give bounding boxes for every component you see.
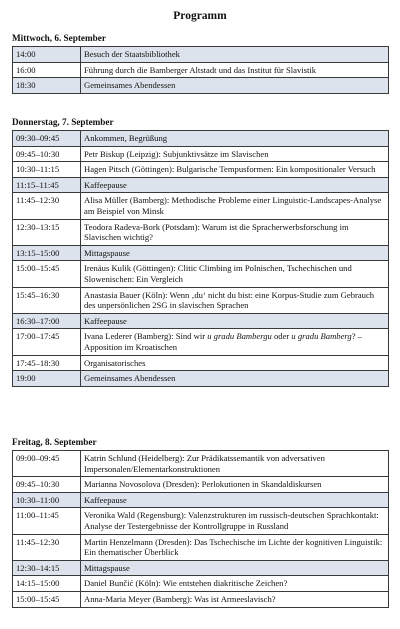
event-cell: Katrin Schlund (Heidelberg): Zur Prädikatssemantik von adversativen Impersonalen/Elementarkonstruktionen bbox=[81, 451, 389, 477]
event-text: Ivana Lederer (Bamberg): Sind wir bbox=[84, 331, 208, 342]
event-cell: Veronika Wald (Regensburg): Valenzstrukturen im russisch-deutschen Sprachkontakt: Analyse der Testergebnisse der Kontrollgruppe in Russland bbox=[81, 508, 389, 534]
day-heading-thursday: Donnerstag, 7. September bbox=[12, 117, 114, 127]
schedule-row bbox=[13, 371, 389, 387]
event-text: oder bbox=[271, 331, 292, 342]
time-cell: 12:30–13:15 bbox=[13, 219, 81, 245]
schedule-row bbox=[13, 451, 389, 477]
time-cell: 10:30–11:00 bbox=[13, 492, 81, 508]
event-cell: Anastasia Bauer (Köln): Wenn ‚du‘ nicht du bist: eine Korpus-Studie zum Gebrauch des unpersönlichen 2SG in slavischen Sprachen bbox=[81, 287, 389, 313]
schedule-row bbox=[13, 62, 389, 78]
schedule-row bbox=[13, 78, 389, 94]
day-heading-friday: Freitag, 8. September bbox=[12, 437, 97, 447]
schedule-row bbox=[13, 477, 389, 493]
event-cell: Alisa Müller (Bamberg): Methodische Probleme einer Linguistic-Landscapes-Analyse am Beispiel von Minsk bbox=[81, 193, 389, 219]
time-cell: 09:30–09:45 bbox=[13, 131, 81, 147]
schedule-row bbox=[13, 313, 389, 329]
time-cell: 17:00–17:45 bbox=[13, 329, 81, 355]
schedule-row bbox=[13, 47, 389, 63]
time-cell: 09:45–10:30 bbox=[13, 477, 81, 493]
schedule-row bbox=[13, 287, 389, 313]
event-cell: Irenäus Kulik (Göttingen): Clitic Climbing im Polnischen, Tschechischen und Slowenischen: Ein Vergleich bbox=[81, 261, 389, 287]
event-cell: Mittagspause bbox=[81, 560, 389, 576]
event-cell: Daniel Bunčić (Köln): Wie entstehen diakritische Zeichen? bbox=[81, 576, 389, 592]
schedule-row bbox=[13, 193, 389, 219]
schedule-row bbox=[13, 355, 389, 371]
schedule-row bbox=[13, 162, 389, 178]
event-cell: Gemeinsames Abendessen bbox=[81, 371, 389, 387]
event-cell: Organisatorisches bbox=[81, 355, 389, 371]
schedule-row bbox=[13, 534, 389, 560]
schedule-row bbox=[13, 146, 389, 162]
time-cell: 09:45–10:30 bbox=[13, 146, 81, 162]
event-cell: Ankommen, Begrüßung bbox=[81, 131, 389, 147]
time-cell: 15:00–15:45 bbox=[13, 261, 81, 287]
schedule-row bbox=[13, 560, 389, 576]
schedule-row bbox=[13, 591, 389, 607]
event-cell: Gemeinsames Abendessen bbox=[81, 78, 389, 94]
time-cell: 17:45–18:30 bbox=[13, 355, 81, 371]
time-cell: 14:15–15:00 bbox=[13, 576, 81, 592]
event-cell: Martin Henzelmann (Dresden): Das Tschechische im Lichte der kognitiven Linguistik: Ein thematischer Überblick bbox=[81, 534, 389, 560]
time-cell: 18:30 bbox=[13, 78, 81, 94]
event-cell: Anna-Maria Meyer (Bamberg): Was ist Armeeslavisch? bbox=[81, 591, 389, 607]
event-text: ? – Apposition im Kroatischen bbox=[84, 331, 362, 352]
event-cell: Besuch der Staatsbibliothek bbox=[81, 47, 389, 63]
time-cell: 19:00 bbox=[13, 371, 81, 387]
schedule-row bbox=[13, 177, 389, 193]
event-cell: Mittagspause bbox=[81, 245, 389, 261]
event-cell: Petr Biskup (Leipzig): Subjunktivsätze im Slavischen bbox=[81, 146, 389, 162]
event-text-italic: u gradu Bamberg bbox=[291, 331, 352, 342]
time-cell: 16:00 bbox=[13, 62, 81, 78]
time-cell: 11:45–12:30 bbox=[13, 534, 81, 560]
schedule-row bbox=[13, 219, 389, 245]
event-cell: Hagen Pitsch (Göttingen): Bulgarische Tempusformen: Ein kompositionaler Versuch bbox=[81, 162, 389, 178]
event-cell: Marianna Novosolova (Dresden): Perlokutionen in Skandaldiskursen bbox=[81, 477, 389, 493]
schedule-row bbox=[13, 131, 389, 147]
event-cell: Kaffeepause bbox=[81, 492, 389, 508]
time-cell: 14:00 bbox=[13, 47, 81, 63]
schedule-table-wednesday bbox=[12, 46, 389, 94]
time-cell: 13:15–15:00 bbox=[13, 245, 81, 261]
time-cell: 09:00–09:45 bbox=[13, 451, 81, 477]
schedule-row bbox=[13, 245, 389, 261]
time-cell: 15:45–16:30 bbox=[13, 287, 81, 313]
time-cell: 10:30–11:15 bbox=[13, 162, 81, 178]
time-cell: 11:00–11:45 bbox=[13, 508, 81, 534]
schedule-table-friday bbox=[12, 450, 389, 608]
time-cell: 15:00–15:45 bbox=[13, 591, 81, 607]
time-cell: 11:45–12:30 bbox=[13, 193, 81, 219]
schedule-row bbox=[13, 576, 389, 592]
schedule-row bbox=[13, 261, 389, 287]
schedule-row bbox=[13, 508, 389, 534]
day-heading-wednesday: Mittwoch, 6. September bbox=[12, 33, 106, 43]
time-cell: 12:30–14:15 bbox=[13, 560, 81, 576]
page-title: Programm bbox=[173, 10, 227, 22]
schedule-table-thursday bbox=[12, 130, 389, 387]
event-text-italic: u gradu Bambergu bbox=[207, 331, 272, 342]
time-cell: 11:15–11:45 bbox=[13, 177, 81, 193]
schedule-row bbox=[13, 492, 389, 508]
time-cell: 16:30–17:00 bbox=[13, 313, 81, 329]
event-cell: Führung durch die Bamberger Altstadt und das Institut für Slavistik bbox=[81, 62, 389, 78]
event-cell bbox=[81, 329, 389, 355]
event-cell: Kaffeepause bbox=[81, 313, 389, 329]
schedule-row bbox=[13, 329, 389, 355]
event-cell: Kaffeepause bbox=[81, 177, 389, 193]
event-cell: Teodora Radeva-Bork (Potsdam): Warum ist die Spracherwerbsforschung im Slavischen wichtig? bbox=[81, 219, 389, 245]
